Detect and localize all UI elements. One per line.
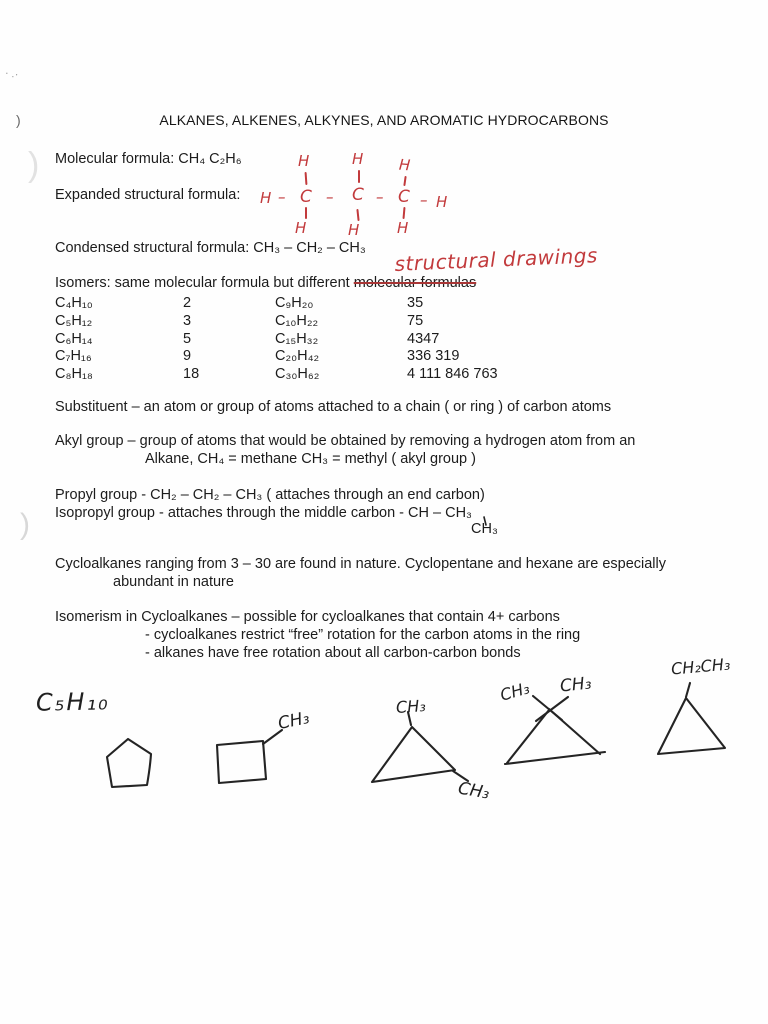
formula-cell: C₁₅H₃₂ xyxy=(275,330,319,347)
cyclopropane-ring-3 xyxy=(658,698,725,754)
substituent-definition: Substituent – an atom or group of atoms attached to a chain ( or ring ) of carbon atoms xyxy=(55,399,612,415)
atom-label: H xyxy=(260,189,272,207)
isomerism-bullet-2: - alkanes have free rotation about all carbon-carbon bonds xyxy=(145,645,521,661)
atom-label: H xyxy=(295,219,307,237)
expanded-formula-label: Expanded structural formula: xyxy=(55,187,241,203)
bond-tick xyxy=(305,207,307,219)
bond-tick xyxy=(402,207,405,219)
condensed-formula-line: Condensed structural formula: CH₃ – CH₂ – CH₃ xyxy=(55,240,366,256)
atom-label: C xyxy=(398,187,410,207)
count-cell: 9 xyxy=(183,348,192,365)
triangle3-ethyl-bond xyxy=(686,683,690,697)
c5h10-label: C₅H₁₀ xyxy=(35,687,110,717)
molecular-formula-line: Molecular formula: CH₄ C₂H₆ xyxy=(55,151,242,167)
akyl-group-definition-line2: Alkane, CH₄ = methane CH₃ = methyl ( akyl group ) xyxy=(145,451,476,467)
ethyl-label-triangle3: CH₂CH₃ xyxy=(670,654,731,679)
formula-cell: C₄H₁₀ xyxy=(55,295,93,311)
bond-dash: – xyxy=(326,188,334,206)
count-cell: 4347 xyxy=(407,330,440,347)
handwritten-annotation: structural drawings xyxy=(394,243,599,276)
cycloalkanes-line1: Cycloalkanes ranging from 3 – 30 are found in nature. Cyclopentane and hexane are especially xyxy=(55,556,666,572)
count-cell: 4 111 846 763 xyxy=(407,366,498,383)
bond-dash: – xyxy=(376,188,384,206)
count-cell: 75 xyxy=(407,312,424,329)
struck-words: molecular formulas xyxy=(353,275,477,291)
atom-label: H xyxy=(398,155,411,175)
methyl-label-triangle2-left: CH₃ xyxy=(497,678,532,705)
isomerism-heading: Isomerism in Cycloalkanes – possible for cycloalkanes that contain 4+ carbons xyxy=(55,609,560,625)
scan-artifact: ) xyxy=(20,508,30,541)
isomerism-bullet-1: - cycloalkanes restrict “free” rotation for the carbon atoms in the ring xyxy=(145,627,581,643)
atom-label: C xyxy=(300,187,312,207)
count-cell: 3 xyxy=(183,312,192,329)
expanded-structure-drawing xyxy=(258,149,463,247)
atom-label: H xyxy=(348,221,360,239)
formula-cell: C₇H₁₆ xyxy=(55,348,92,365)
methyl-label-triangle2-right: CH₃ xyxy=(559,673,593,697)
atom-label: H xyxy=(298,152,310,170)
triangle2-right-methyl-bond xyxy=(536,697,568,721)
isopropyl-methyl-substituent: CH₃ xyxy=(471,521,498,537)
count-cell: 35 xyxy=(407,295,424,311)
isomers-definition-line xyxy=(55,275,476,291)
scan-artifact: · .· xyxy=(4,67,20,81)
bond-tick xyxy=(403,176,406,186)
formula-cell: C₆H₁₄ xyxy=(55,330,93,347)
bond-dash: – xyxy=(420,191,428,209)
count-cell: 18 xyxy=(183,366,200,383)
formula-cell: C₅H₁₂ xyxy=(55,312,93,329)
akyl-group-definition-line1: Akyl group – group of atoms that would be obtained by removing a hydrogen atom from an xyxy=(55,433,636,449)
atom-label: H xyxy=(397,219,409,237)
scan-artifact: ) xyxy=(16,112,21,128)
count-cell: 336 319 xyxy=(407,348,460,365)
methyl-label-triangle1-top: CH₃ xyxy=(395,695,427,718)
formula-cell: C₂₀H₄₂ xyxy=(275,348,320,365)
count-cell: 5 xyxy=(183,330,192,347)
isomers-lead-text: Isomers: same molecular formula but different xyxy=(55,275,354,291)
count-cell: 2 xyxy=(183,295,192,311)
atom-label: H xyxy=(436,193,448,211)
propyl-group-line: Propyl group - CH₂ – CH₂ – CH₃ ( attaches through an end carbon) xyxy=(55,487,485,503)
cycloalkanes-line2: abundant in nature xyxy=(113,574,234,590)
bond-tick xyxy=(358,170,360,183)
bond-dash: – xyxy=(278,188,286,206)
cyclopentane-ring xyxy=(107,739,151,787)
triangle2-left-methyl-bond xyxy=(533,696,562,720)
atom-label: H xyxy=(352,150,364,168)
methyl-label-triangle1-bottom: CH₃ xyxy=(456,778,491,804)
bond-tick xyxy=(305,172,308,185)
page-title: ALKANES, ALKENES, ALKYNES, AND AROMATIC HYDROCARBONS xyxy=(159,112,609,128)
bond-tick xyxy=(356,209,359,221)
formula-cell: C₉H₂₀ xyxy=(275,295,314,311)
cyclobutane-ring xyxy=(217,741,266,783)
formula-cell: C₈H₁₈ xyxy=(55,366,93,383)
methyl-label-cyclobutane: CH₃ xyxy=(276,707,312,735)
cyclopropane-ring-1 xyxy=(372,727,455,782)
atom-label: C xyxy=(352,185,364,205)
formula-cell: C₁₀H₂₂ xyxy=(275,312,319,329)
formula-cell: C₃₀H₆₂ xyxy=(275,366,320,383)
isopropyl-group-line: Isopropyl group - attaches through the middle carbon - CH – CH₃ xyxy=(55,505,472,521)
scan-artifact: ) xyxy=(28,146,40,184)
cyclopropane-ring-2 xyxy=(505,709,605,764)
